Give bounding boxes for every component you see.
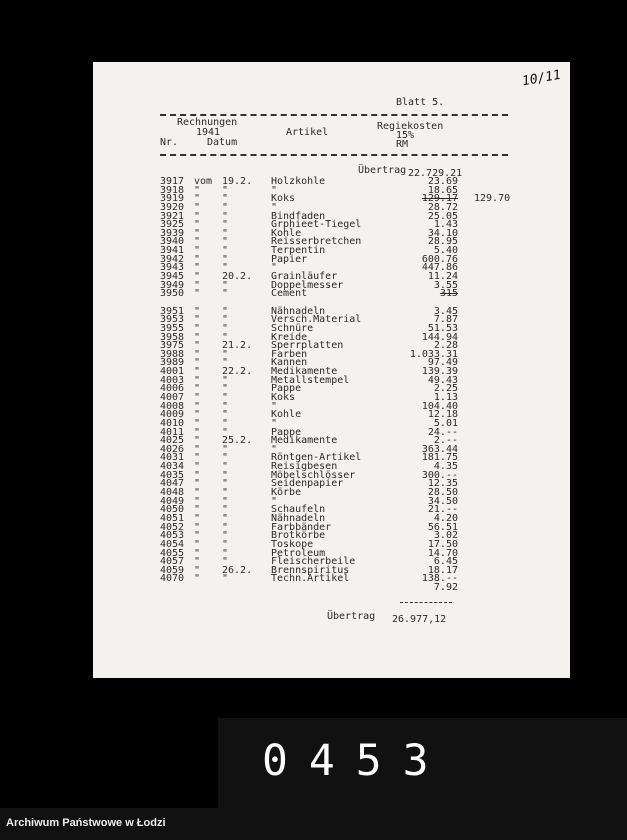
row-amount: 139.39 xyxy=(421,366,458,377)
row-vom: " xyxy=(194,461,201,472)
row-date: " xyxy=(222,219,229,230)
row-amount: 14.70 xyxy=(427,548,458,559)
row-date: " xyxy=(222,254,229,265)
row-date: " xyxy=(222,556,229,567)
row-amount: 2.28 xyxy=(433,340,458,351)
row-vom: " xyxy=(194,409,201,420)
row-article: Versch.Material xyxy=(271,314,362,325)
row-amount: 7.92 xyxy=(433,582,458,593)
row-amount: 2.-- xyxy=(433,435,458,446)
row-invoice-number: 3940 xyxy=(160,236,185,247)
row-article: " xyxy=(271,444,278,455)
row-date: " xyxy=(222,496,229,507)
row-amount: 1.43 xyxy=(433,219,458,230)
row-date: " xyxy=(222,461,229,472)
row-vom: " xyxy=(194,427,201,438)
row-article: Cement xyxy=(271,288,308,299)
row-amount: 104.40 xyxy=(421,401,458,412)
row-article: Reisigbesen xyxy=(271,461,338,472)
row-invoice-number: 4070 xyxy=(160,573,185,584)
row-invoice-number: 4008 xyxy=(160,401,185,412)
row-amount: 21.-- xyxy=(427,504,458,515)
header-artikel: Artikel xyxy=(286,127,329,138)
row-vom: " xyxy=(194,332,201,343)
row-invoice-number: 3950 xyxy=(160,288,185,299)
row-article: Brotkörbe xyxy=(271,530,326,541)
row-date: " xyxy=(222,418,229,429)
row-date: " xyxy=(222,548,229,559)
row-invoice-number: 4048 xyxy=(160,487,185,498)
row-article: Schaufeln xyxy=(271,504,326,515)
row-vom: " xyxy=(194,513,201,524)
row-article: Medikamente xyxy=(271,366,338,377)
row-invoice-number: 4009 xyxy=(160,409,185,420)
row-vom: " xyxy=(194,185,201,196)
row-vom: " xyxy=(194,383,201,394)
row-vom: " xyxy=(194,202,201,213)
row-date: " xyxy=(222,427,229,438)
row-vom: " xyxy=(194,418,201,429)
row-invoice-number: 4050 xyxy=(160,504,185,515)
row-date: " xyxy=(222,211,229,222)
row-amount: 3.55 xyxy=(433,280,458,291)
row-article: Terpentin xyxy=(271,245,326,256)
row-vom: " xyxy=(194,245,201,256)
row-amount: 144.94 xyxy=(421,332,458,343)
row-amount: 315 xyxy=(439,288,458,299)
row-amount: 363.44 xyxy=(421,444,458,455)
row-date: " xyxy=(222,513,229,524)
row-invoice-number: 3988 xyxy=(160,349,185,360)
header-datum: Datum xyxy=(207,137,238,148)
row-date: " xyxy=(222,323,229,334)
row-invoice-number: 3919 xyxy=(160,193,185,204)
row-date: 20.2. xyxy=(222,271,253,282)
row-date: 19.2. xyxy=(222,176,253,187)
row-date: " xyxy=(222,573,229,584)
row-date: " xyxy=(222,228,229,239)
row-article: Holzkohle xyxy=(271,176,326,187)
row-article: Reisserbretchen xyxy=(271,236,362,247)
row-amount: 447.86 xyxy=(421,262,458,273)
row-invoice-number: 3943 xyxy=(160,262,185,273)
row-vom: " xyxy=(194,211,201,222)
carry-in-amount: 22.729.21 xyxy=(408,168,463,179)
row-article: Kohle xyxy=(271,409,302,420)
row-date: 21.2. xyxy=(222,340,253,351)
row-date: " xyxy=(222,314,229,325)
row-date: " xyxy=(222,392,229,403)
row-invoice-number: 4054 xyxy=(160,539,185,550)
row-vom: " xyxy=(194,219,201,230)
header-top-rule xyxy=(160,114,508,116)
row-vom: " xyxy=(194,193,201,204)
row-article: Kreide xyxy=(271,332,308,343)
row-date: 25.2. xyxy=(222,435,253,446)
row-amount: 11.24 xyxy=(427,271,458,282)
row-date: " xyxy=(222,332,229,343)
row-date: " xyxy=(222,504,229,515)
row-date: " xyxy=(222,185,229,196)
row-article: " xyxy=(271,418,278,429)
row-invoice-number: 4052 xyxy=(160,522,185,533)
row-article: Kannen xyxy=(271,357,308,368)
row-amount: 49.43 xyxy=(427,375,458,386)
row-amount: 7.87 xyxy=(433,314,458,325)
row-article: Kohle xyxy=(271,228,302,239)
row-vom: " xyxy=(194,280,201,291)
row-invoice-number: 3925 xyxy=(160,219,185,230)
row-date: " xyxy=(222,522,229,533)
row-article: Grainläufer xyxy=(271,271,338,282)
row-article: Körbe xyxy=(271,487,302,498)
row-vom: " xyxy=(194,530,201,541)
row-article: Röntgen-Artikel xyxy=(271,452,362,463)
header-nr: Nr. xyxy=(160,137,179,148)
row-invoice-number: 4053 xyxy=(160,530,185,541)
row-vom: " xyxy=(194,375,201,386)
row-amount: 4.35 xyxy=(433,461,458,472)
row-article: Grphieet-Tiegel xyxy=(271,219,362,230)
row-article: Koks xyxy=(271,193,296,204)
row-article: Seidenpapier xyxy=(271,478,344,489)
row-invoice-number: 3989 xyxy=(160,357,185,368)
row-amount: 28.72 xyxy=(427,202,458,213)
row-date: " xyxy=(222,236,229,247)
row-invoice-number: 4051 xyxy=(160,513,185,524)
row-vom: " xyxy=(194,366,201,377)
row-vom: " xyxy=(194,349,201,360)
header-regiekosten: Regiekosten xyxy=(377,121,444,132)
row-article: Pappe xyxy=(271,427,302,438)
row-amount: 300.-- xyxy=(421,470,458,481)
row-date: " xyxy=(222,530,229,541)
header-rechnungen: Rechnungen xyxy=(177,117,238,128)
row-vom: " xyxy=(194,478,201,489)
row-invoice-number: 4047 xyxy=(160,478,185,489)
row-vom: " xyxy=(194,522,201,533)
row-vom: " xyxy=(194,236,201,247)
row-invoice-number: 3941 xyxy=(160,245,185,256)
row-article: Möbelschlösser xyxy=(271,470,356,481)
header-percent: 15% xyxy=(396,130,415,141)
row-date: " xyxy=(222,288,229,299)
carry-out-amount: 26.977,12 xyxy=(392,614,447,625)
row-invoice-number: 4001 xyxy=(160,366,185,377)
row-invoice-number: 3945 xyxy=(160,271,185,282)
row-date: " xyxy=(222,357,229,368)
row-vom: " xyxy=(194,357,201,368)
row-date: " xyxy=(222,444,229,455)
row-article: Doppelmesser xyxy=(271,280,344,291)
row-vom: " xyxy=(194,262,201,273)
row-date: " xyxy=(222,375,229,386)
row-invoice-number: 4034 xyxy=(160,461,185,472)
row-vom: " xyxy=(194,392,201,403)
row-amount: 1.033.31 xyxy=(409,349,458,360)
row-date: " xyxy=(222,245,229,256)
row-article: Nähnadeln xyxy=(271,306,326,317)
row-date: " xyxy=(222,452,229,463)
row-vom: " xyxy=(194,452,201,463)
row-amount: 28.95 xyxy=(427,236,458,247)
row-vom: " xyxy=(194,340,201,351)
row-invoice-number: 4006 xyxy=(160,383,185,394)
row-amount: 17.50 xyxy=(427,539,458,550)
row-amount: 3.45 xyxy=(433,306,458,317)
row-article: Petroleum xyxy=(271,548,326,559)
row-vom: vom xyxy=(194,176,213,187)
row-invoice-number: 3953 xyxy=(160,314,185,325)
row-article: " xyxy=(271,202,278,213)
film-frame-number: 0453 xyxy=(262,736,450,786)
row-date: " xyxy=(222,409,229,420)
row-amount: 34.10 xyxy=(427,228,458,239)
row-vom: " xyxy=(194,556,201,567)
row-date: " xyxy=(222,401,229,412)
row-invoice-number: 3949 xyxy=(160,280,185,291)
row-amount: 18.17 xyxy=(427,565,458,576)
row-invoice-number: 3920 xyxy=(160,202,185,213)
row-date: 22.2. xyxy=(222,366,253,377)
row-amount: 28.50 xyxy=(427,487,458,498)
row-vom: " xyxy=(194,288,201,299)
row-vom: " xyxy=(194,565,201,576)
header-bottom-rule xyxy=(160,154,508,156)
row-invoice-number: 4049 xyxy=(160,496,185,507)
row-invoice-number: 4026 xyxy=(160,444,185,455)
row-date: " xyxy=(222,349,229,360)
row-amount: 129.17 xyxy=(421,193,458,204)
row-article: Toskope xyxy=(271,539,314,550)
row-invoice-number: 4031 xyxy=(160,452,185,463)
row-vom: " xyxy=(194,254,201,265)
row-vom: " xyxy=(194,228,201,239)
row-amount: 51.53 xyxy=(427,323,458,334)
row-invoice-number: 4007 xyxy=(160,392,185,403)
row-invoice-number: 3921 xyxy=(160,211,185,222)
row-amount: 5.40 xyxy=(433,245,458,256)
row-vom: " xyxy=(194,487,201,498)
row-amount: 6.45 xyxy=(433,556,458,567)
row-amount: 12.18 xyxy=(427,409,458,420)
row-invoice-number: 4059 xyxy=(160,565,185,576)
row-invoice-number: 3918 xyxy=(160,185,185,196)
row-invoice-number: 4011 xyxy=(160,427,185,438)
row-vom: " xyxy=(194,504,201,515)
row-vom: " xyxy=(194,323,201,334)
row-invoice-number: 3951 xyxy=(160,306,185,317)
row-article: Brennspiritus xyxy=(271,565,350,576)
row-date: " xyxy=(222,478,229,489)
row-date: " xyxy=(222,202,229,213)
row-amount: 4.20 xyxy=(433,513,458,524)
row-date: " xyxy=(222,193,229,204)
row-amount: 600.76 xyxy=(421,254,458,265)
row-invoice-number: 3958 xyxy=(160,332,185,343)
row-date: " xyxy=(222,470,229,481)
row-amount: 5.01 xyxy=(433,418,458,429)
row-article: Metallstempel xyxy=(271,375,350,386)
row-date: " xyxy=(222,280,229,291)
sheet-number: Blatt 5. xyxy=(396,97,445,108)
row-vom: " xyxy=(194,271,201,282)
row-article: " xyxy=(271,262,278,273)
row-vom: " xyxy=(194,314,201,325)
row-invoice-number: 3917 xyxy=(160,176,185,187)
row-amount: 138.-- xyxy=(421,573,458,584)
row-article: Bindfaden xyxy=(271,211,326,222)
row-amount: 18.65 xyxy=(427,185,458,196)
row-side-amount: 129.70 xyxy=(474,193,511,204)
row-article: Koks xyxy=(271,392,296,403)
row-invoice-number: 4055 xyxy=(160,548,185,559)
row-invoice-number: 3939 xyxy=(160,228,185,239)
carry-out-label: Übertrag xyxy=(327,611,376,622)
header-year: 1941 xyxy=(196,127,221,138)
row-date: " xyxy=(222,539,229,550)
row-amount: 23.69 xyxy=(427,176,458,187)
row-amount: 25.05 xyxy=(427,211,458,222)
row-article: " xyxy=(271,496,278,507)
row-vom: " xyxy=(194,496,201,507)
row-date: " xyxy=(222,383,229,394)
row-article: " xyxy=(271,185,278,196)
row-invoice-number: 4025 xyxy=(160,435,185,446)
row-date: " xyxy=(222,262,229,273)
row-amount: 3.02 xyxy=(433,530,458,541)
row-amount: 24.-- xyxy=(427,427,458,438)
row-article: Farbbänder xyxy=(271,522,332,533)
row-article: " xyxy=(271,401,278,412)
row-amount: 181.75 xyxy=(421,452,458,463)
row-vom: " xyxy=(194,444,201,455)
row-date: " xyxy=(222,306,229,317)
row-invoice-number: 4003 xyxy=(160,375,185,386)
header-currency: RM xyxy=(396,139,409,150)
row-article: Techn.Artikel xyxy=(271,573,350,584)
row-date: " xyxy=(222,487,229,498)
row-article: Schnüre xyxy=(271,323,314,334)
row-amount: 1.13 xyxy=(433,392,458,403)
row-article: Sperrplatten xyxy=(271,340,344,351)
row-invoice-number: 3955 xyxy=(160,323,185,334)
row-invoice-number: 4010 xyxy=(160,418,185,429)
row-vom: " xyxy=(194,306,201,317)
row-article: Nähnadeln xyxy=(271,513,326,524)
row-vom: " xyxy=(194,401,201,412)
row-invoice-number: 4035 xyxy=(160,470,185,481)
row-invoice-number: 3942 xyxy=(160,254,185,265)
row-invoice-number: 3975 xyxy=(160,340,185,351)
total-rule xyxy=(400,602,452,603)
archive-footer xyxy=(0,808,627,840)
row-vom: " xyxy=(194,573,201,584)
row-vom: " xyxy=(194,435,201,446)
row-vom: " xyxy=(194,548,201,559)
row-article: Farben xyxy=(271,349,308,360)
row-article: Fleischerbeile xyxy=(271,556,356,567)
row-amount: 34.50 xyxy=(427,496,458,507)
row-vom: " xyxy=(194,539,201,550)
row-date: 26.2. xyxy=(222,565,253,576)
archive-name: Archiwum Państwowe w Łodzi xyxy=(6,817,166,829)
row-amount: 2.25 xyxy=(433,383,458,394)
corner-handwritten-mark: 10/11 xyxy=(520,67,563,90)
carry-in-label: Übertrag xyxy=(358,165,407,176)
row-vom: " xyxy=(194,470,201,481)
row-article: Pappe xyxy=(271,383,302,394)
row-article: Papier xyxy=(271,254,308,265)
row-amount: 97.49 xyxy=(427,357,458,368)
row-invoice-number: 4057 xyxy=(160,556,185,567)
row-article: Medikamente xyxy=(271,435,338,446)
row-amount: 12.35 xyxy=(427,478,458,489)
row-amount: 56.51 xyxy=(427,522,458,533)
